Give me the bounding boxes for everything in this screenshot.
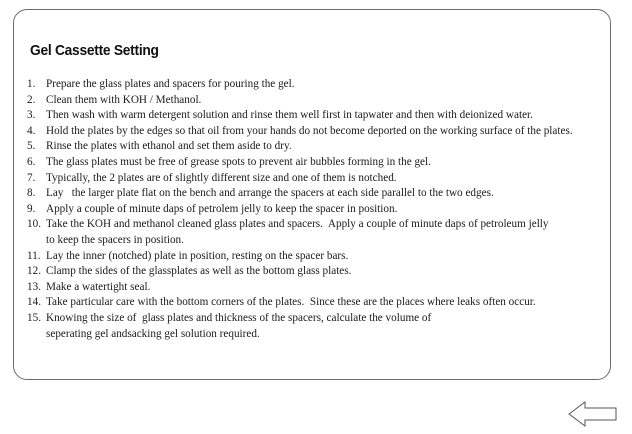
list-item — [27, 264, 573, 280]
list-item — [27, 202, 573, 218]
list-item — [27, 249, 573, 265]
step-text-continued: to keep the spacers in position. — [46, 233, 184, 246]
step-number: 7. — [27, 171, 36, 184]
step-number: 5. — [27, 140, 36, 153]
step-number: 15. — [27, 311, 41, 324]
step-number: 14. — [27, 296, 41, 309]
step-number: 10. — [27, 218, 41, 231]
list-item — [27, 139, 573, 155]
step-number: 8. — [27, 187, 36, 200]
step-text: Take the KOH and methanol cleaned glass plates and spacers. Apply a couple of minute daps of petroleum jelly — [46, 218, 549, 231]
step-number: 4. — [27, 124, 36, 137]
step-text: Clean them with KOH / Methanol. — [46, 93, 202, 106]
step-number: 1. — [27, 78, 36, 90]
step-text: Make a watertight seal. — [46, 280, 151, 293]
step-text: Lay the inner (notched) plate in position, resting on the spacer bars. — [46, 249, 349, 262]
back-button[interactable] — [568, 401, 617, 427]
step-number: 2. — [27, 93, 36, 106]
step-number: 3. — [27, 109, 36, 122]
list-item — [27, 186, 573, 202]
step-text: Clamp the sides of the glassplates as well as the bottom glass plates. — [46, 265, 352, 278]
list-item — [27, 93, 573, 109]
list-item — [27, 171, 573, 187]
step-text: The glass plates must be free of grease spots to prevent air bubbles forming in the gel. — [46, 155, 431, 168]
step-text: Typically, the 2 plates are of slightly different size and one of them is notched. — [46, 171, 397, 184]
list-item — [27, 217, 573, 248]
left-arrow-outline-icon — [568, 401, 617, 427]
step-text: Lay the larger plate flat on the bench and arrange the spacers at each side parallel to the two edges. — [46, 187, 494, 200]
step-number: 9. — [27, 202, 36, 215]
list-item — [27, 280, 573, 296]
page-title: Gel Cassette Setting — [30, 42, 159, 59]
step-text: Take particular care with the bottom corners of the plates. Since these are the places where leaks often occur. — [46, 296, 536, 309]
list-item — [27, 295, 573, 311]
step-number: 13. — [27, 280, 41, 293]
step-number: 6. — [27, 155, 36, 168]
step-text: Rinse the plates with ethanol and set them aside to dry. — [46, 140, 292, 153]
list-item — [27, 311, 573, 342]
step-number: 11. — [27, 249, 41, 262]
step-text: Apply a couple of minute daps of petrolem jelly to keep the spacer in position. — [46, 202, 398, 215]
step-text: Hold the plates by the edges so that oil from your hands do not become deported on the working surface of the plates. — [46, 124, 573, 137]
list-item — [27, 77, 573, 93]
step-number: 12. — [27, 265, 41, 278]
list-item — [27, 108, 573, 124]
step-text: Then wash with warm detergent solution and rinse them well first in tapwater and then with deionized water. — [46, 109, 533, 122]
steps-list — [27, 77, 573, 342]
list-item — [27, 155, 573, 171]
step-text-continued: seperating gel andsacking gel solution required. — [46, 327, 260, 340]
step-text: Prepare the glass plates and spacers for pouring the gel. — [46, 78, 295, 90]
step-text: Knowing the size of glass plates and thickness of the spacers, calculate the volume of — [46, 311, 432, 324]
list-item — [27, 124, 573, 140]
